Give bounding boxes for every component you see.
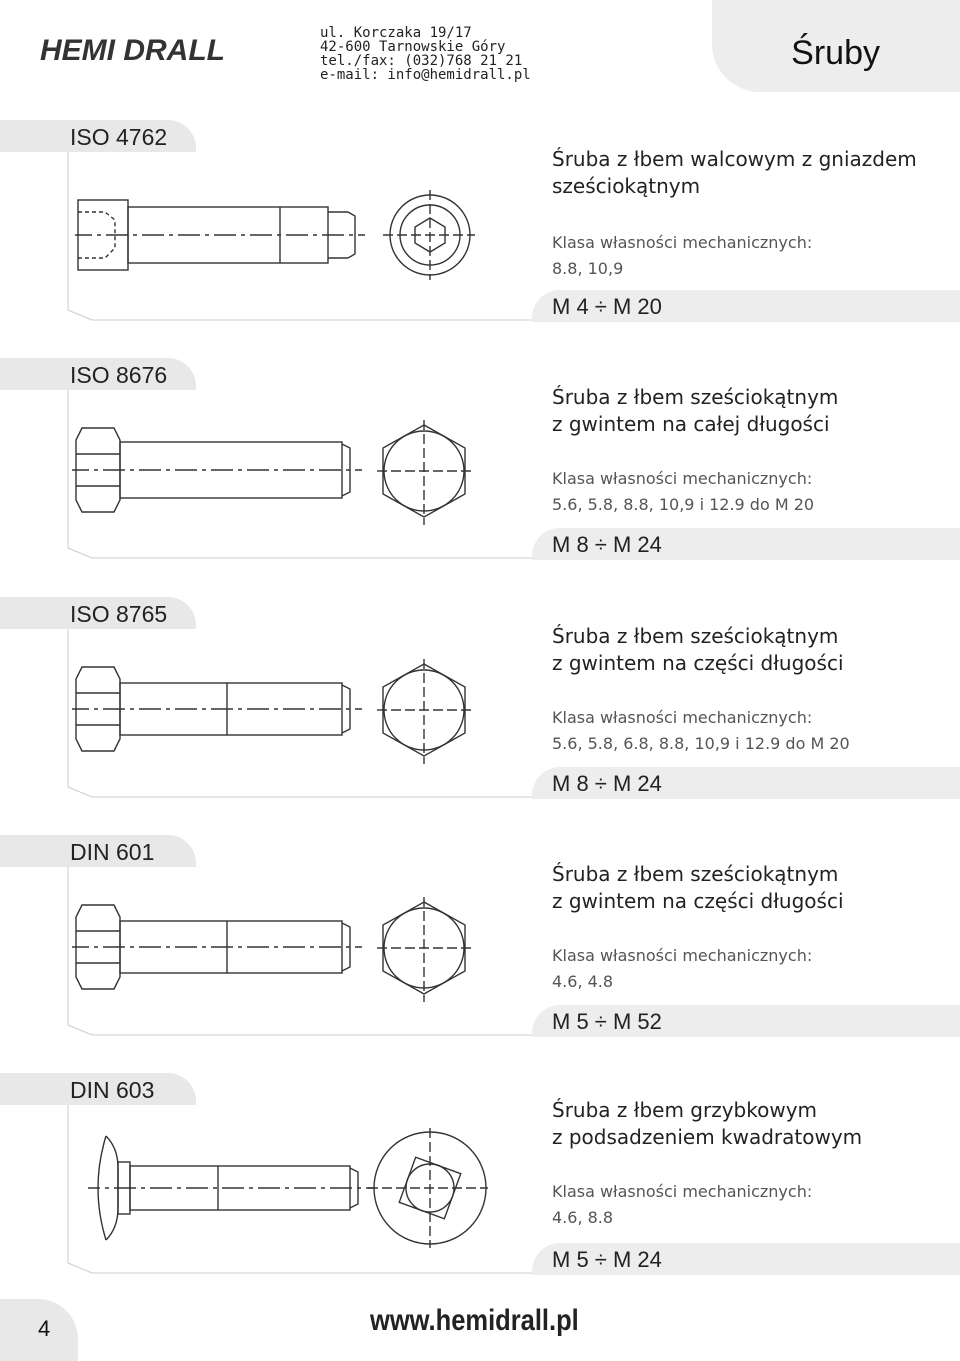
standard-tab	[0, 835, 196, 867]
size-range-bar	[532, 528, 960, 560]
mechanical-class	[552, 705, 850, 757]
address-line: ul. Korczaka 19/17	[320, 25, 472, 41]
standard-label: DIN 603	[70, 1077, 155, 1103]
product-title-line: z gwintem na części długości	[552, 651, 844, 675]
size-range-bar	[532, 290, 960, 322]
product-title-line: Śruba z łbem sześciokątnym	[552, 385, 839, 409]
company-logo	[40, 26, 275, 70]
mechanical-class-label: Klasa własności mechanicznych:	[552, 469, 813, 488]
product-title	[552, 623, 844, 677]
page-title-box	[712, 0, 960, 92]
standard-label: ISO 4762	[70, 124, 168, 150]
company-address	[320, 26, 531, 82]
product-title-line: z podsadzeniem kwadratowym	[552, 1125, 863, 1149]
size-range: M 5 ÷ M 52	[552, 1009, 662, 1034]
logo-text: HEMI DRALL	[40, 34, 225, 67]
bolt-drawing-hex-partial-thread	[72, 659, 472, 769]
mechanical-class-values: 4.6, 4.8	[552, 972, 614, 991]
mechanical-class	[552, 1179, 812, 1231]
product-title	[552, 146, 917, 200]
bolt-drawing-carriage	[88, 1128, 488, 1248]
address-line: 42-600 Tarnowskie Góry	[320, 39, 506, 55]
mechanical-class-values: 5.6, 5.8, 8.8, 10,9 i 12.9 do M 20	[552, 495, 815, 514]
size-range: M 8 ÷ M 24	[552, 771, 662, 796]
standard-label: DIN 601	[70, 839, 155, 865]
product-title	[552, 384, 838, 438]
standard-tab	[0, 1073, 196, 1105]
product-title-line: Śruba z łbem sześciokątnym	[552, 862, 839, 886]
product-section-iso-8765	[0, 597, 960, 807]
size-range-bar	[532, 1243, 960, 1275]
product-section-iso-4762	[0, 120, 960, 330]
product-title-line: Śruba z łbem sześciokątnym	[552, 624, 839, 648]
mechanical-class-label: Klasa własności mechanicznych:	[552, 1182, 813, 1201]
product-title	[552, 1097, 862, 1151]
mechanical-class-label: Klasa własności mechanicznych:	[552, 708, 813, 727]
mechanical-class-values: 5.6, 5.8, 6.8, 8.8, 10,9 i 12.9 do M 20	[552, 734, 850, 753]
size-range: M 4 ÷ M 20	[552, 294, 662, 319]
product-title-line: Śruba z łbem grzybkowym	[552, 1098, 818, 1122]
address-line: tel./fax: (032)768 21 21	[320, 53, 523, 69]
bolt-drawing-socket-cap	[75, 190, 475, 290]
product-title	[552, 861, 844, 915]
product-title-line: sześciokątnym	[552, 174, 701, 198]
product-title-line: z gwintem na części długości	[552, 889, 844, 913]
mechanical-class-label: Klasa własności mechanicznych:	[552, 233, 813, 252]
product-section-din-601	[0, 835, 960, 1045]
product-title-line: z gwintem na całej długości	[552, 412, 830, 436]
product-title-line: Śruba z łbem walcowym z gniazdem	[552, 147, 917, 171]
product-section-iso-8676	[0, 358, 960, 568]
mechanical-class-label: Klasa własności mechanicznych:	[552, 946, 813, 965]
page-number: 4	[38, 1316, 51, 1341]
mechanical-class-values: 8.8, 10,9	[552, 259, 624, 278]
size-range: M 8 ÷ M 24	[552, 532, 662, 557]
standard-tab	[0, 120, 196, 152]
bolt-drawing-hex-din	[72, 897, 472, 1007]
size-range: M 5 ÷ M 24	[552, 1247, 662, 1272]
size-range-bar	[532, 767, 960, 799]
mechanical-class-values: 4.6, 8.8	[552, 1208, 614, 1227]
standard-label: ISO 8765	[70, 601, 168, 627]
size-range-bar	[532, 1005, 960, 1037]
mechanical-class	[552, 466, 814, 518]
mechanical-class	[552, 943, 812, 995]
standard-tab	[0, 358, 196, 390]
standard-tab	[0, 597, 196, 629]
standard-label: ISO 8676	[70, 362, 168, 388]
mechanical-class	[552, 230, 812, 282]
bolt-drawing-hex-full-thread	[72, 420, 472, 530]
address-line: e-mail: info@hemidrall.pl	[320, 67, 531, 83]
website-link[interactable]: www.hemidrall.pl	[370, 1304, 579, 1337]
product-section-din-603	[0, 1073, 960, 1288]
page-title: Śruby	[791, 34, 880, 72]
